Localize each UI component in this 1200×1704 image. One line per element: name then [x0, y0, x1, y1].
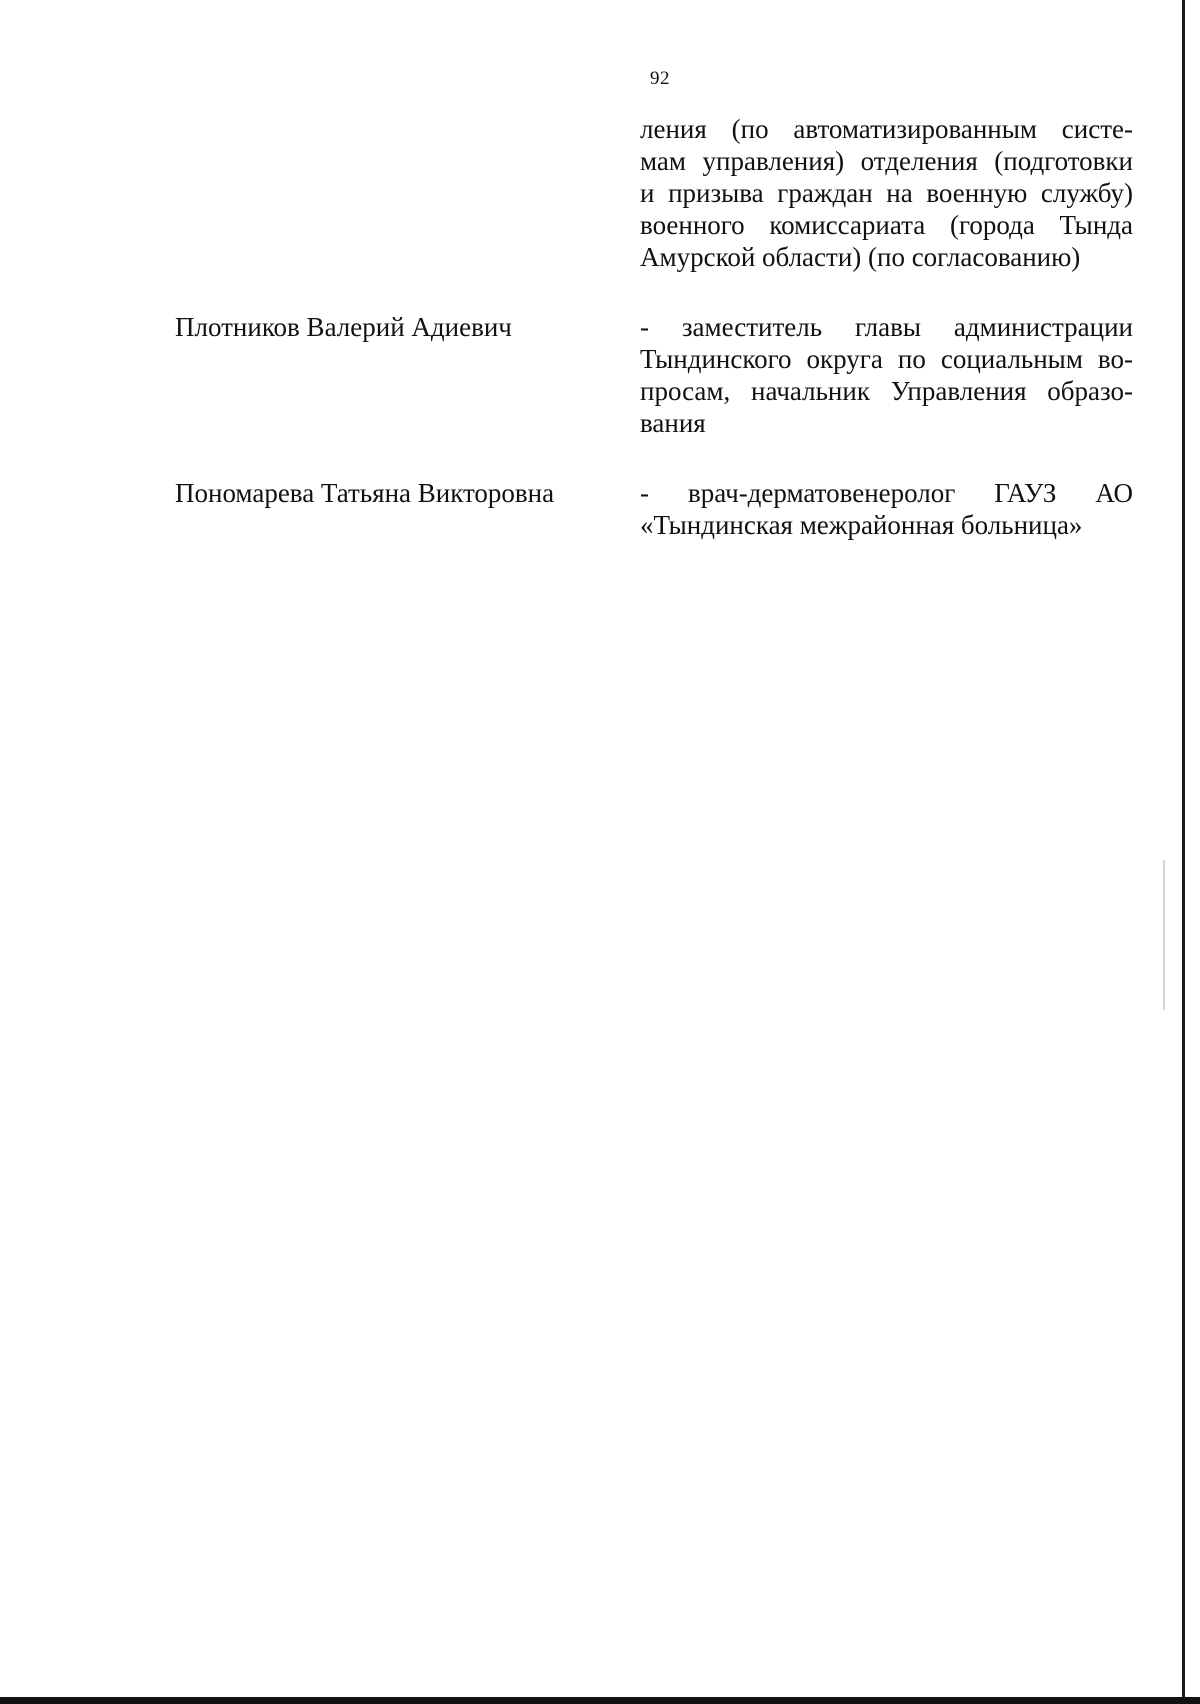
role-line: - заместитель главы администрации — [640, 312, 1133, 342]
role-line: Тындинского округа по социальным во- — [640, 344, 1133, 374]
member-role — [640, 113, 1133, 273]
role-line: ления (по автоматизированным систе- — [640, 114, 1133, 144]
member-entry — [175, 477, 1133, 541]
commission-members-list — [175, 113, 1133, 579]
member-role — [640, 477, 1133, 541]
member-name — [175, 113, 640, 273]
member-entry — [175, 311, 1133, 439]
role-line: мам управления) отделения (подготовки — [640, 146, 1133, 176]
role-line: Амурской области) (по согласованию) — [640, 242, 1081, 272]
role-line: вания — [640, 408, 706, 438]
scan-edge-right — [1182, 0, 1185, 1704]
scan-margin-mark — [1163, 860, 1165, 1010]
scan-edge-bottom — [0, 1697, 1200, 1704]
member-name: Плотников Валерий Адиевич — [175, 312, 512, 342]
role-line: и призыва граждан на военную службу) — [640, 178, 1133, 208]
page-number: 92 — [650, 68, 670, 89]
member-name: Пономарева Татьяна Викторовна — [175, 478, 555, 508]
role-line: просам, начальник Управления образо- — [640, 376, 1133, 406]
role-line: «Тындинская межрайонная больница» — [640, 510, 1083, 540]
role-line: военного комиссариата (города Тында — [640, 210, 1133, 240]
member-role — [640, 311, 1133, 439]
role-line: - врач-дерматовенеролог ГАУЗ АО — [640, 478, 1133, 508]
member-entry — [175, 113, 1133, 273]
